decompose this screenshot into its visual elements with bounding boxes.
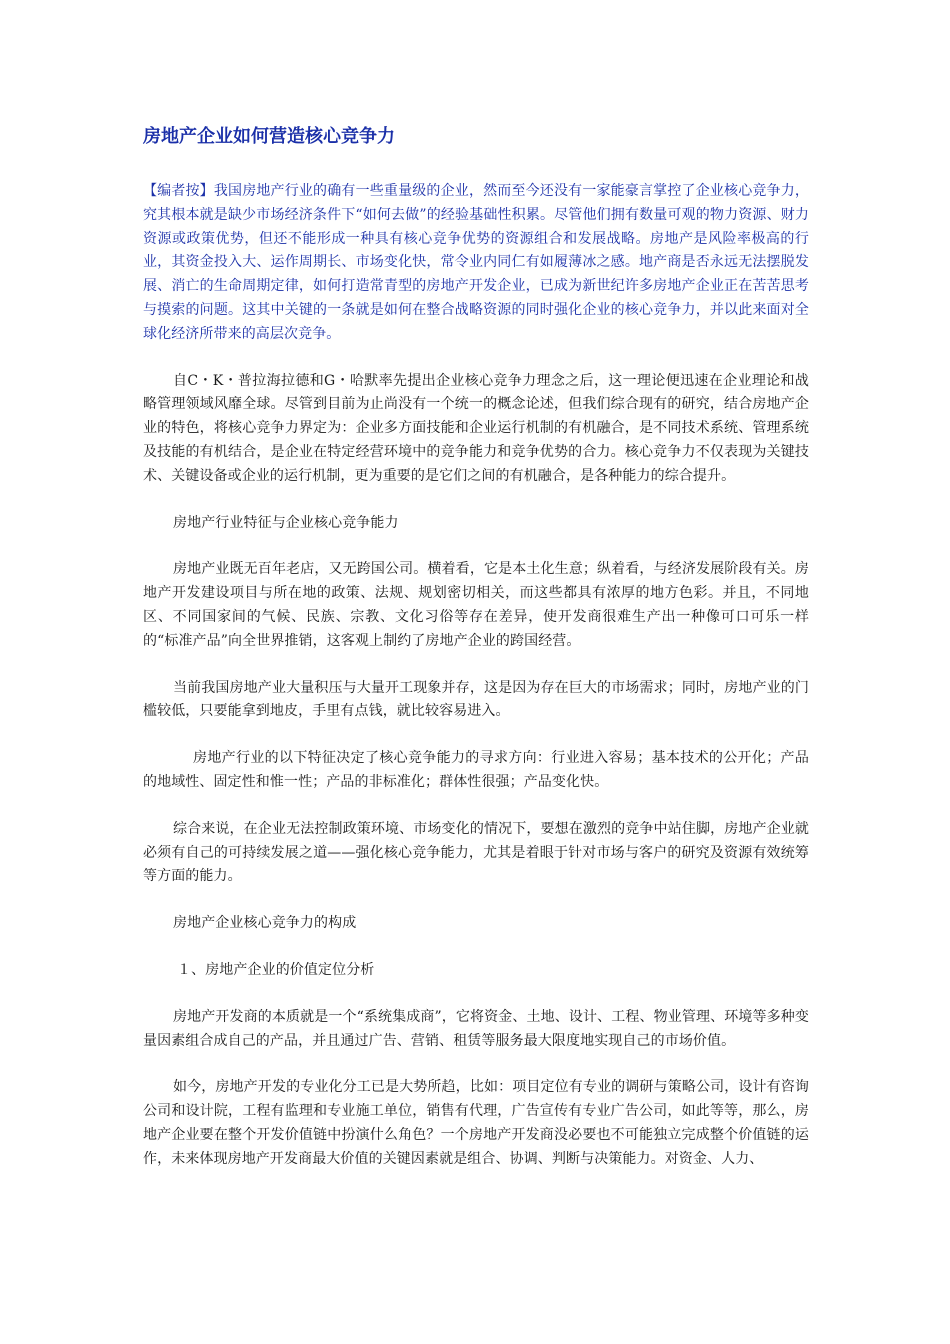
editor-note: 【编者按】我国房地产行业的确有一些重量级的企业，然而至今还没有一家能豪言掌控了企业核心竞争力，究其根本就是缺少市场经济条件下“如何去做”的经验基础性积累。尽管他们拥有数量可观的物力资源、财力资源或政策优势，但还不能形成一种具有核心竞争优势的资源组合和发展战略。房地产是风险率极高的行业，其资金投入大、运作周期长、市场变化快，常令业内同仁有如履薄冰之感。地产商是否永远无法摆脱发展、消亡的生命周期定律，如何打造常青型的房地产开发企业，已成为新世纪许多房地产企业正在苦苦思考与摸索的问题。这其中关键的一条就是如何在整合战略资源的同时强化企业的核心竞争力，并以此来面对全球化经济所带来的高层次竞争。 bbox=[143, 183, 809, 342]
paragraph-6: 房地产开发商的本质就是一个“系统集成商”，它将资金、土地、设计、工程、物业管理、环境等多种变量因素组合成自己的产品，并且通过广告、营销、租赁等服务最大限度地实现自己的市场价值。 bbox=[143, 1008, 809, 1049]
paragraph-5: 综合来说，在企业无法控制政策环境、市场变化的情况下，要想在激烈的竞争中站住脚，房地产企业就必须有自己的可持续发展之道——强化核心竞争能力，尤其是着眼于针对市场与客户的研究及资源有效统筹等方面的能力。 bbox=[143, 820, 809, 885]
document-title: 房地产企业如何营造核心竞争力 bbox=[143, 126, 395, 147]
paragraph-1: 自C・K・普拉海拉德和G・哈默率先提出企业核心竞争力理念之后，这一理论便迅速在企业理论和战略管理领域风靡全球。尽管到目前为止尚没有一个统一的概念论述，但我们综合现有的研究，结合房地产企业的特色，将核心竞争力界定为：企业多方面技能和企业运行机制的有机融合，是不同技术系统、管理系统及技能的有机结合，是企业在特定经营环境中的竞争能力和竞争优势的合力。核心竞争力不仅表现为关键技术、关键设备或企业的运行机制，更为重要的是它们之间的有机融合，是各种能力的综合提升。 bbox=[143, 372, 809, 484]
paragraph-3: 当前我国房地产业大量积压与大量开工现象并存，这是因为存在巨大的市场需求；同时，房地产业的门槛较低，只要能拿到地皮，手里有点钱，就比较容易进入。 bbox=[143, 679, 809, 720]
subsection-heading-1: １、房地产企业的价值定位分析 bbox=[177, 961, 375, 978]
section-heading-2: 房地产企业核心竞争力的构成 bbox=[173, 915, 357, 932]
document-body bbox=[143, 122, 809, 1195]
section-heading-1: 房地产行业特征与企业核心竞争能力 bbox=[173, 514, 399, 531]
paragraph-4: 房地产行业的以下特征决定了核心竞争能力的寻求方向：行业进入容易；基本技术的公开化；产品的地域性、固定性和惟一性；产品的非标准化；群体性很强；产品变化快。 bbox=[143, 750, 809, 790]
paragraph-7: 如今，房地产开发的专业化分工已是大势所趋，比如：项目定位有专业的调研与策略公司，设计有咨询公司和设计院，工程有监理和专业施工单位，销售有代理，广告宣传有专业广告公司，如此等等，那么，房地产企业要在整个开发价值链中扮演什么角色？一个房地产开发商没必要也不可能独立完成整个价值链的运作，未来体现房地产开发商最大价值的关键因素就是组合、协调、判断与决策能力。对资金、人力、 bbox=[143, 1079, 809, 1167]
paragraph-2: 房地产业既无百年老店，又无跨国公司。横着看，它是本土化生意；纵着看，与经济发展阶段有关。房地产开发建设项目与所在地的政策、法规、规划密切相关，而这些都具有浓厚的地方色彩。并且，不同地区、不同国家间的气候、民族、宗教、文化习俗等存在差异，使开发商很难生产出一种像可口可乐一样的“标准产品”向全世界推销，这客观上制约了房地产企业的跨国经营。 bbox=[143, 561, 809, 649]
